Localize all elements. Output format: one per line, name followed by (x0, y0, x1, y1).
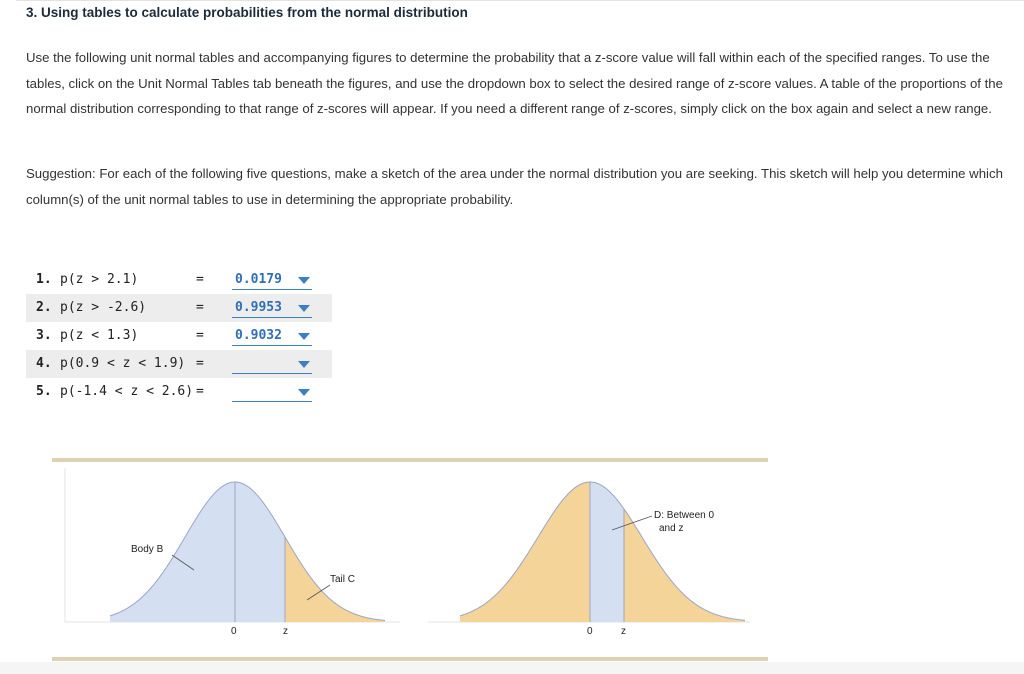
equals-sign: = (196, 300, 204, 315)
right-zero-tick-label: 0 (587, 626, 593, 637)
tail-c-label: Tail C (330, 574, 356, 585)
dropdown-selected-value: 0.9032 (235, 328, 282, 343)
question-number: 2. (36, 300, 52, 315)
right-z-tick-label: z (621, 626, 626, 637)
section-heading: 3. Using tables to calculate probabilities from the normal distribution (26, 5, 468, 20)
between-label-line-2: and z (659, 523, 684, 534)
dropdown-selected-value: 0.9953 (235, 300, 282, 315)
between-label-line-1: D: Between 0 (654, 510, 715, 521)
right-right-tail-area (624, 509, 745, 622)
question-number: 5. (36, 384, 52, 399)
equals-sign: = (196, 328, 204, 343)
question-expression: p(z > -2.6) (60, 300, 147, 315)
body-b-label: Body B (131, 544, 164, 555)
question-expression: p(z > 2.1) (60, 272, 139, 287)
instructions-paragraph: Use the following unit normal tables and accompanying figures to determine the probability that a z-score value will fall within each of the specified ranges. To use the tables, click on the Unit Normal Tables tab beneath the figures, and use the dropdown box to select the desired range of z-score values. A table of the proportions of the normal distribution corresponding to that range of z-scores will appear. If you need a different range of z-scores, simply click on the box again and select a new range. (26, 50, 1003, 116)
equals-sign: = (196, 384, 204, 399)
right-left-tail-area (460, 482, 590, 622)
equals-sign: = (196, 356, 204, 371)
question-expression: p(0.9 < z < 1.9) (60, 356, 186, 371)
suggestion-paragraph: Suggestion: For each of the following five questions, make a sketch of the area under the normal distribution you are seeking. This sketch will help you determine which column(s) of the unit normal tables to use in determining the appropriate probability. (26, 166, 1003, 207)
question-expression: p(z < 1.3) (60, 328, 139, 343)
right-between-area (590, 482, 624, 622)
left-z-tick-label: z (283, 626, 288, 637)
question-number: 4. (36, 356, 52, 371)
equals-sign: = (196, 272, 204, 287)
question-number: 1. (36, 272, 52, 287)
question-expression: p(-1.4 < z < 2.6) (60, 384, 194, 399)
left-zero-tick-label: 0 (231, 626, 237, 637)
question-number: 3. (36, 328, 52, 343)
dropdown-selected-value: 0.0179 (235, 272, 282, 287)
